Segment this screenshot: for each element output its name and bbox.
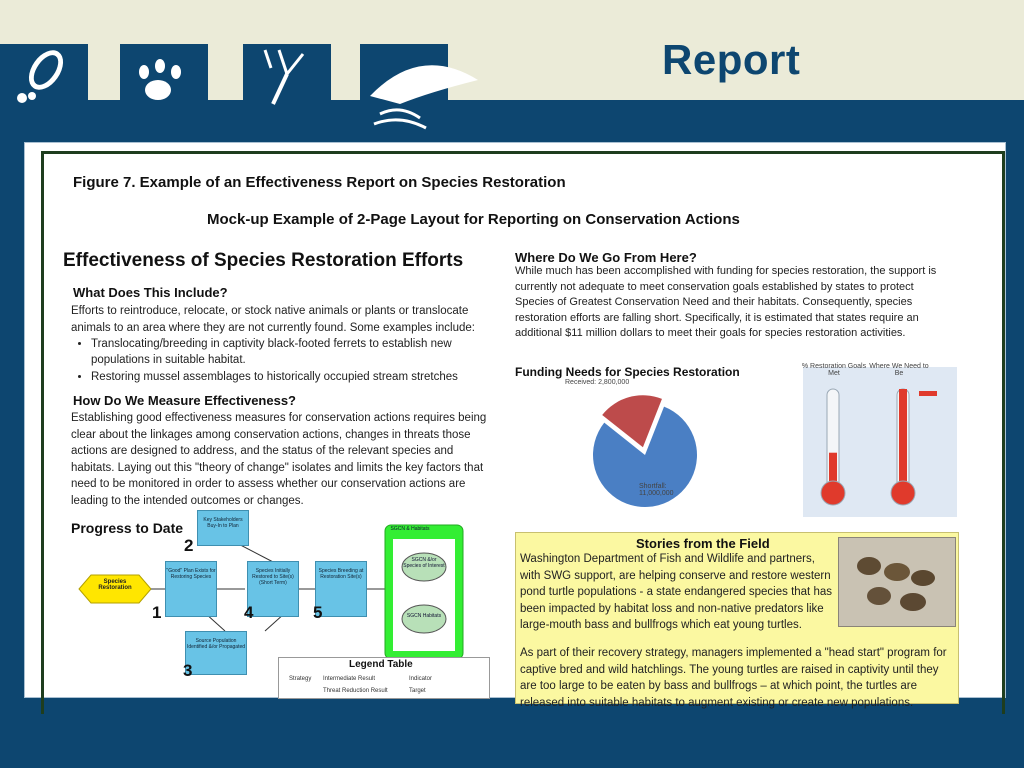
flow-node-source: Source Population Identified &/or Propagated [185, 631, 247, 675]
badge-3: 3 [183, 661, 193, 680]
main-heading: Effectiveness of Species Restoration Efforts [63, 250, 464, 271]
legend-table [278, 657, 490, 699]
legend-title: Legend Table [349, 659, 413, 670]
badge-4: 4 [244, 603, 254, 622]
fish-icon [360, 44, 490, 134]
outcome-item: SGCN Habitats [406, 613, 442, 619]
funding-pie-chart [575, 379, 705, 529]
stories-text-2: As part of their recovery strategy, managers implemented a "head start" program for captive bred and wild hatchlings. The young turtles are raised in captivity until they are too large to be eaten by bass and bullfrogs – at which point, the turtles are released into suitable habitats to augment existing or create new populations. [520, 647, 947, 709]
footprint-tile [0, 44, 88, 106]
fish-tile [360, 44, 448, 106]
list-item: • Translocating/breeding in captivity black-footed ferrets to establish new populations in suitable habitat. [91, 336, 511, 368]
goal-marker [919, 391, 937, 396]
start-node-label: Species Restoration [98, 579, 132, 591]
legend-item: Strategy [289, 676, 312, 682]
thermometer-bulb [821, 481, 845, 505]
outcome-item: SGCN &/or Species of Interest [403, 557, 445, 569]
include-text: Efforts to reintroduce, relocate, or stock native animals or plants or translocate animals to an area where they are not currently found. Some examples include: [71, 305, 475, 334]
report-document [24, 142, 1006, 709]
badge-2: 2 [184, 536, 194, 555]
badge-1: 1 [152, 603, 162, 622]
flow-node-plan: "Good" Plan Exists for Restoring Species [165, 561, 217, 617]
footprint-icon [0, 44, 88, 106]
stories-text-1: Washington Department of Fish and Wildlife and partners, with SWG support, are helping conserve and restore western pond turtle populations - a state endangered species that has been impacted by habitat loss and non-native predators like large-mouth bass and bullfrogs which eat young turtles. [520, 553, 832, 631]
measure-heading: How Do We Measure Effectiveness? [73, 393, 296, 408]
stories-panel [515, 532, 959, 709]
thermo-label-met: % Restoration Goals Met [801, 363, 867, 377]
slide-title: Report [662, 36, 801, 83]
progress-heading: Progress to Date [71, 520, 184, 536]
include-heading: What Does This Include? [73, 285, 228, 300]
turtles-image [839, 538, 955, 626]
thermo-label-need: Where We Need to Be [869, 363, 929, 377]
badge-5: 5 [313, 603, 323, 622]
thermometer-level [899, 389, 907, 487]
legend-item: Threat Reduction Result [323, 688, 388, 694]
figure-caption: Figure 7. Example of an Effectiveness Report on Species Restoration [73, 174, 566, 191]
include-bullets [71, 336, 511, 386]
thermometer-bulb [891, 481, 915, 505]
mockup-title: Mock-up Example of 2-Page Layout for Reporting on Conservation Actions [207, 211, 740, 228]
plant-tile [243, 44, 331, 106]
where-text: While much has been accomplished with funding for species restoration, the support is currently not adequate to meet conservation goals established by states to protect Species of Greatest Conservation Need and their habitats. Consequently, species restoration efforts are falling short. Specifically, it is estimated that states require an additional $11 million dollars to meet their goals for species restoration activities. [515, 265, 937, 340]
thermometer-chart [803, 383, 957, 513]
flow-node-stakeholders: Key Stakeholders Buy-In to Plan [197, 510, 249, 546]
paw-tile [120, 44, 208, 106]
list-item: • Restoring mussel assemblages to historically occupied stream stretches [91, 369, 511, 385]
pie-label-received: Received: 2,800,000 [565, 379, 630, 386]
where-heading: Where Do We Go From Here? [515, 250, 697, 265]
plant-sprout-icon [243, 44, 331, 106]
pie-chart-title: Funding Needs for Species Restoration [515, 365, 740, 379]
legend-item: Intermediate Result [323, 676, 376, 682]
pie-label-shortfall: Shortfall: 11,000,000 [639, 483, 674, 497]
legend-item: Target [409, 688, 426, 694]
legend-item: Indicator [409, 676, 433, 682]
outcome-box-label: SGCN & Habitats [390, 526, 430, 532]
flow-node-restored: Species Initially Restored to Site(s) (Short Term) [247, 561, 299, 617]
measure-text: Establishing good effectiveness measures for conservation actions requires being clear about the linkages among conservation actions, changes in threats those actions are designed to address, and the status of the relevant species and habitats. Laying out this "theory of change" isolates and limits the key factors that need to be monitored in order to assess whether our conservation actions are leading to the intended outcomes or changes. [71, 412, 487, 507]
turtle-photo [838, 537, 956, 627]
stories-heading: Stories from the Field [636, 536, 770, 551]
paw-print-icon [120, 44, 208, 106]
flow-node-breeding: Species Breeding at Restoration Site(s) [315, 561, 367, 617]
